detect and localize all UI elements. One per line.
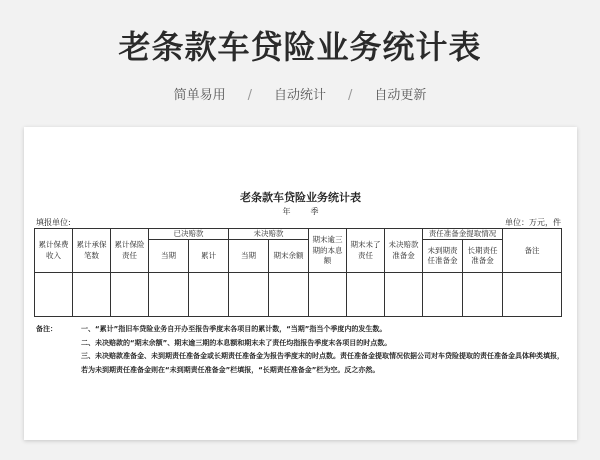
header-settled-claims: 已决赔款 bbox=[149, 229, 229, 240]
header-overdue-amount: 期末逾三期的本息额 bbox=[309, 229, 347, 273]
notes-section bbox=[36, 323, 566, 377]
note-item: 三、未决赔款准备金、未到期责任准备金或长期责任准备金为报告季度末的时点数。责任准备金提取情况依据公司对车贷险提取的责任准备金具体种类填报，若为未到期责任准备金则在“未到期责任准备金”栏填报，“长期责任准备金”栏为空。反之亦然。 bbox=[81, 352, 564, 374]
reporting-unit-label: 填报单位: bbox=[36, 218, 71, 227]
cell-empty bbox=[309, 273, 347, 317]
cell-empty bbox=[269, 273, 309, 317]
note-item: 二、未决赔款的“期末余额”、期末逾三期的本息额和期末未了责任均指报告季度末各项目的时点数。 bbox=[81, 338, 392, 347]
cell-empty bbox=[503, 273, 562, 317]
feature-line bbox=[0, 84, 600, 103]
table-row bbox=[35, 273, 562, 317]
feature-easy: 简单易用 bbox=[173, 88, 226, 103]
header-unsettled-balance: 期末余额 bbox=[269, 240, 309, 273]
header-unsettled-reserve: 未决赔款准备金 bbox=[385, 229, 423, 273]
notes-label: 备注： bbox=[36, 325, 57, 333]
cell-empty bbox=[73, 273, 111, 317]
document-period bbox=[24, 206, 577, 217]
feature-auto-update: 自动更新 bbox=[374, 88, 427, 103]
header-policy-count: 累计承保笔数 bbox=[73, 229, 111, 273]
header-unexpired-liability: 期末未了责任 bbox=[347, 229, 385, 273]
header-unexpired-reserve: 未到期责任准备金 bbox=[423, 240, 463, 273]
header-long-term-reserve: 长期责任准备金 bbox=[463, 240, 503, 273]
page-title: 老条款车贷险业务统计表 bbox=[118, 28, 482, 66]
feature-auto-stats: 自动统计 bbox=[273, 88, 326, 103]
header-remark: 备注 bbox=[503, 229, 562, 273]
document-title: 老条款车贷险业务统计表 bbox=[240, 191, 361, 204]
statistics-table bbox=[34, 228, 562, 317]
header-settled-period: 当期 bbox=[149, 240, 189, 273]
cell-empty bbox=[463, 273, 503, 317]
note-item: 一、“累计”指旧车贷险业务自开办至报告季度末各项目的累计数，“当期”指当个季度内的发生数。 bbox=[81, 325, 387, 333]
cell-empty bbox=[385, 273, 423, 317]
cell-empty bbox=[423, 273, 463, 317]
header-premium-income: 累计保费收入 bbox=[35, 229, 73, 273]
separator: / bbox=[247, 88, 252, 103]
unit-label: 单位：万元，件 bbox=[505, 218, 561, 227]
header-reserve-provision: 责任准备金提取情况 bbox=[423, 229, 503, 240]
cell-empty bbox=[189, 273, 229, 317]
header-insured-liability: 累计保险责任 bbox=[111, 229, 149, 273]
cell-empty bbox=[149, 273, 189, 317]
period-year-label: 年 bbox=[282, 207, 291, 216]
document-preview bbox=[24, 127, 577, 440]
separator: / bbox=[348, 88, 353, 103]
cell-empty bbox=[229, 273, 269, 317]
period-quarter-label: 季 bbox=[310, 207, 319, 216]
header-unsettled-period: 当期 bbox=[229, 240, 269, 273]
header-settled-total: 累计 bbox=[189, 240, 229, 273]
cell-empty bbox=[111, 273, 149, 317]
cell-empty bbox=[347, 273, 385, 317]
cell-empty bbox=[35, 273, 73, 317]
header-unsettled-claims: 未决赔款 bbox=[229, 229, 309, 240]
